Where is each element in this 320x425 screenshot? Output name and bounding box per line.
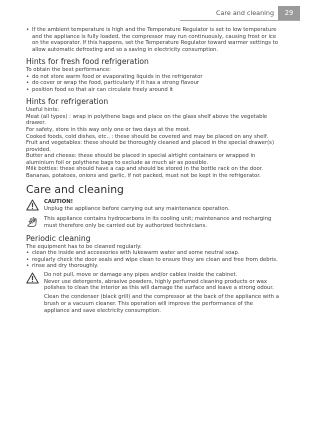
fresh-food-intro: To obtain the best performance: <box>26 67 111 74</box>
hydrocarbons-block <box>26 216 280 229</box>
fresh-food-bullet: • do cover or wrap the food, particularly if it has a strong flavour <box>26 80 280 87</box>
warning-block <box>26 272 280 314</box>
refrigeration-paragraph: Useful hints: <box>26 107 60 114</box>
refrigeration-paragraph: For safety, store in this way only one or two days at the most. <box>26 127 191 134</box>
refrigeration-paragraph: Cooked foods, cold dishes, etc.. : these should be covered and may be placed on any shelf. <box>26 133 269 140</box>
page-header <box>216 6 300 20</box>
intro-bullet: • If the ambient temperature is high and the Temperature Regulator is set to low temperature and the appliance is fully loaded, the compressor may run continuously, causing frost or ice on the evaporator. If this happens, set the Temperature Regulator toward warmer settings to allow automatic defrosting and so a saving in electricity consumption. <box>26 27 280 53</box>
periodic-bullet: • regularly check the door seals and wipe clean to ensure they are clean and free from debris. <box>26 257 280 264</box>
header-rule <box>180 20 300 21</box>
warning-text-2: Never use detergents, abrasive powders, highly perfumed cleaning products or wax polishes to clean the interior as this will damage the surface and leave a strong odour. <box>44 278 274 292</box>
fresh-food-bullet: • position food so that air can circulate freely around it <box>26 87 280 94</box>
caution-text: Unplug the appliance before carrying out any maintenance operation. <box>44 205 230 212</box>
condenser-text: Clean the condenser (black grill) and the compressor at the back of the appliance with a brush or a vacuum cleaner. This operation will improve the performance of the appliance and save electricity consumption. <box>44 294 279 314</box>
refrigeration-paragraph: Bananas, potatoes, onions and garlic, if not packed, must not be kept in the refrigerator. <box>26 172 261 179</box>
warning-triangle-icon <box>26 199 39 211</box>
fresh-food-bullet: • do not store warm food or evaporating liquids in the refrigerator <box>26 74 280 81</box>
periodic-bullet-list <box>26 250 280 270</box>
hydrocarbons-text: This appliance contains hydrocarbons in its cooling unit; maintenance and recharging must therefore only be carried out by authorized technicians. <box>44 216 272 230</box>
refrigeration-paragraph: Milk bottles: these should have a cap and should be stored in the bottle rack on the door. <box>26 166 264 173</box>
fresh-food-heading: Hints for fresh food refrigeration <box>26 57 149 67</box>
refrigeration-paragraph: Fruit and vegetables: these should be thoroughly cleaned and placed in the special drawer(s) provided. <box>26 140 275 153</box>
care-heading: Care and cleaning <box>26 183 124 197</box>
page-content <box>26 27 280 314</box>
intro-bullet-list <box>26 27 280 53</box>
warning-text: Do not pull, move or damage any pipes and/or cables inside the cabinet. <box>44 272 238 279</box>
section-title: Care and cleaning <box>216 9 274 17</box>
periodic-intro: The equipment has to be cleaned regularly: <box>26 243 142 250</box>
warning-triangle-icon <box>26 272 39 284</box>
page-number: 29 <box>278 6 300 20</box>
caution-block <box>26 199 280 212</box>
refrigeration-paragraph: Butter and cheese: these should be placed in special airtight containers or wrapped in aluminium foil or polythene bags to exclude as much air as possible. <box>26 153 256 166</box>
periodic-heading: Periodic cleaning <box>26 233 91 243</box>
info-hand-icon <box>26 216 39 228</box>
refrigeration-paragraph: Meat (all types) : wrap in polythene bags and place on the glass shelf above the vegetable drawer. <box>26 113 268 127</box>
refrigeration-heading: Hints for refrigeration <box>26 97 109 107</box>
periodic-bullet: • rinse and dry thoroughly. <box>26 263 280 270</box>
fresh-food-bullet-list <box>26 74 280 94</box>
periodic-bullet: • clean the inside and accessories with lukewarm water and some neutral soap. <box>26 250 280 257</box>
caution-label: CAUTION! <box>44 199 74 206</box>
